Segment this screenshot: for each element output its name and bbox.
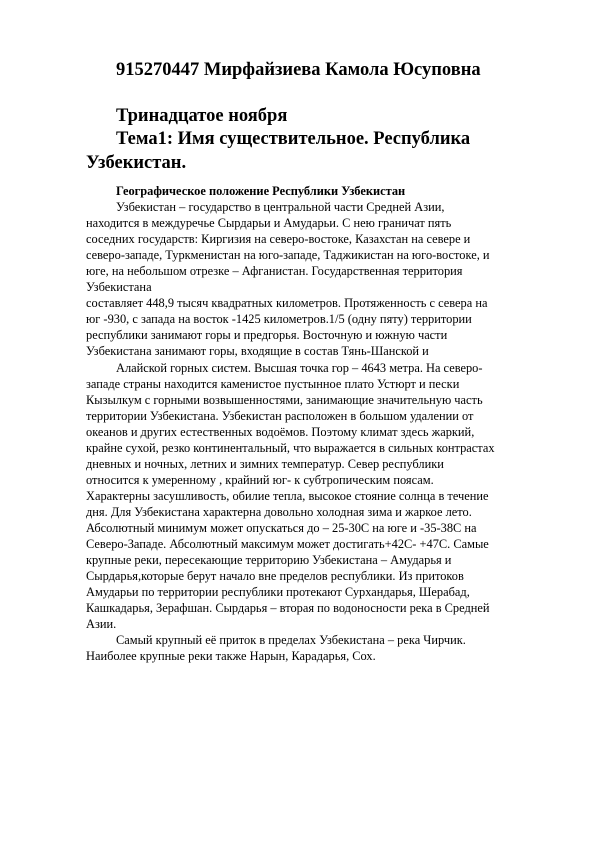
paragraph-line: Узбекистана занимают горы, входящие в состав Тянь-Шанской и <box>86 344 429 359</box>
paragraph-line: дня. Для Узбекистана характерна довольно холодная зима и жаркое лето. <box>86 504 472 519</box>
paragraph-line: Кашкадарья, Зерафшан. Сырдарья – вторая по водоносности река в Средней <box>86 601 490 616</box>
paragraph-line: Узбекистан – государство в центральной части Средней Азии, <box>116 200 445 215</box>
topic-heading-line-1: Тема1: Имя существительное. Республика <box>116 129 471 149</box>
paragraph-line: относится к умеренному , крайний юг- к субтропическим поясам. <box>86 472 434 487</box>
paragraph-line: западе страны находится каменистое пустынное плато Устюрт и пески <box>86 376 460 391</box>
paragraph-line: соседних государств: Киргизия на северо-востоке, Казахстан на севере и <box>86 232 471 247</box>
paragraph-line: Кызылкум с горными возвышенностями, занимающие значительную часть <box>86 392 483 407</box>
paragraph-line: Самый крупный её приток в пределах Узбекистана – река Чирчик. <box>116 633 466 648</box>
paragraph-line: Северо-Западе. Абсолютный максимум может достигать+42С- +47С. Самые <box>86 537 489 552</box>
paragraph-line: крайне сухой, резко континентальный, что выражается в сильных контрастах <box>86 440 495 455</box>
paragraph-line: Абсолютный минимум может опускаться до – 25-30С на юге и -35-38С на <box>86 520 477 535</box>
paragraph-line: океанов и других естественных водоёмов. Поэтому климат здесь жаркий, <box>86 424 475 439</box>
paragraph-line: республики занимают горы и предгорья. Восточную и южную части <box>86 328 448 343</box>
paragraph-line: Алайской горных систем. Высшая точка гор – 4643 метра. На северо- <box>116 360 483 375</box>
topic-heading <box>86 127 546 175</box>
date-heading: Тринадцатое ноября <box>116 106 288 126</box>
paragraph-line: юг -930, с запада на восток -1425 километров.1/5 (одну пяту) территории <box>86 312 472 327</box>
section-subheading: Географическое положение Республики Узбекистан <box>116 184 406 198</box>
author-header: 915270447 Мирфайзиева Камола Юсуповна <box>116 60 481 80</box>
paragraph-line: крупные реки, пересекающие территорию Узбекистана – Амударья и <box>86 553 452 568</box>
paragraph-line: Амударьи по территории республики протекают Сурхандарья, Шерабад, <box>86 585 470 600</box>
body-text <box>86 183 556 664</box>
paragraph-line: территории Узбекистана. Узбекистан расположен в большом удалении от <box>86 408 474 423</box>
paragraph-line: Азии. <box>86 617 117 632</box>
topic-heading-line-2: Узбекистан. <box>86 153 187 173</box>
paragraph-line: Сырдарья,которые берут начало вне пределов республики. Из притоков <box>86 569 464 584</box>
paragraph-line: дневных и ночных, летних и зимних температур. Север республики <box>86 456 444 471</box>
paragraph-line: Наиболее крупные реки также Нарын, Карадарья, Сох. <box>86 649 376 664</box>
paragraph-line: Характерны засушливость, обилие тепла, высокое стояние солнца в течение <box>86 488 489 503</box>
paragraph-line: северо-западе, Туркменистан на юго-западе, Таджикистан на юго-востоке, и <box>86 248 490 263</box>
paragraph-line: юге, на небольшом отрезке – Афганистан. Государственная территория <box>86 264 463 279</box>
paragraph-line: находится в междуречье Сырдарьи и Амударьи. С нею граничат пять <box>86 216 452 231</box>
paragraph-line: Узбекистана <box>86 280 152 295</box>
paragraph-line: составляет 448,9 тысяч квадратных километров. Протяженность с севера на <box>86 296 488 311</box>
